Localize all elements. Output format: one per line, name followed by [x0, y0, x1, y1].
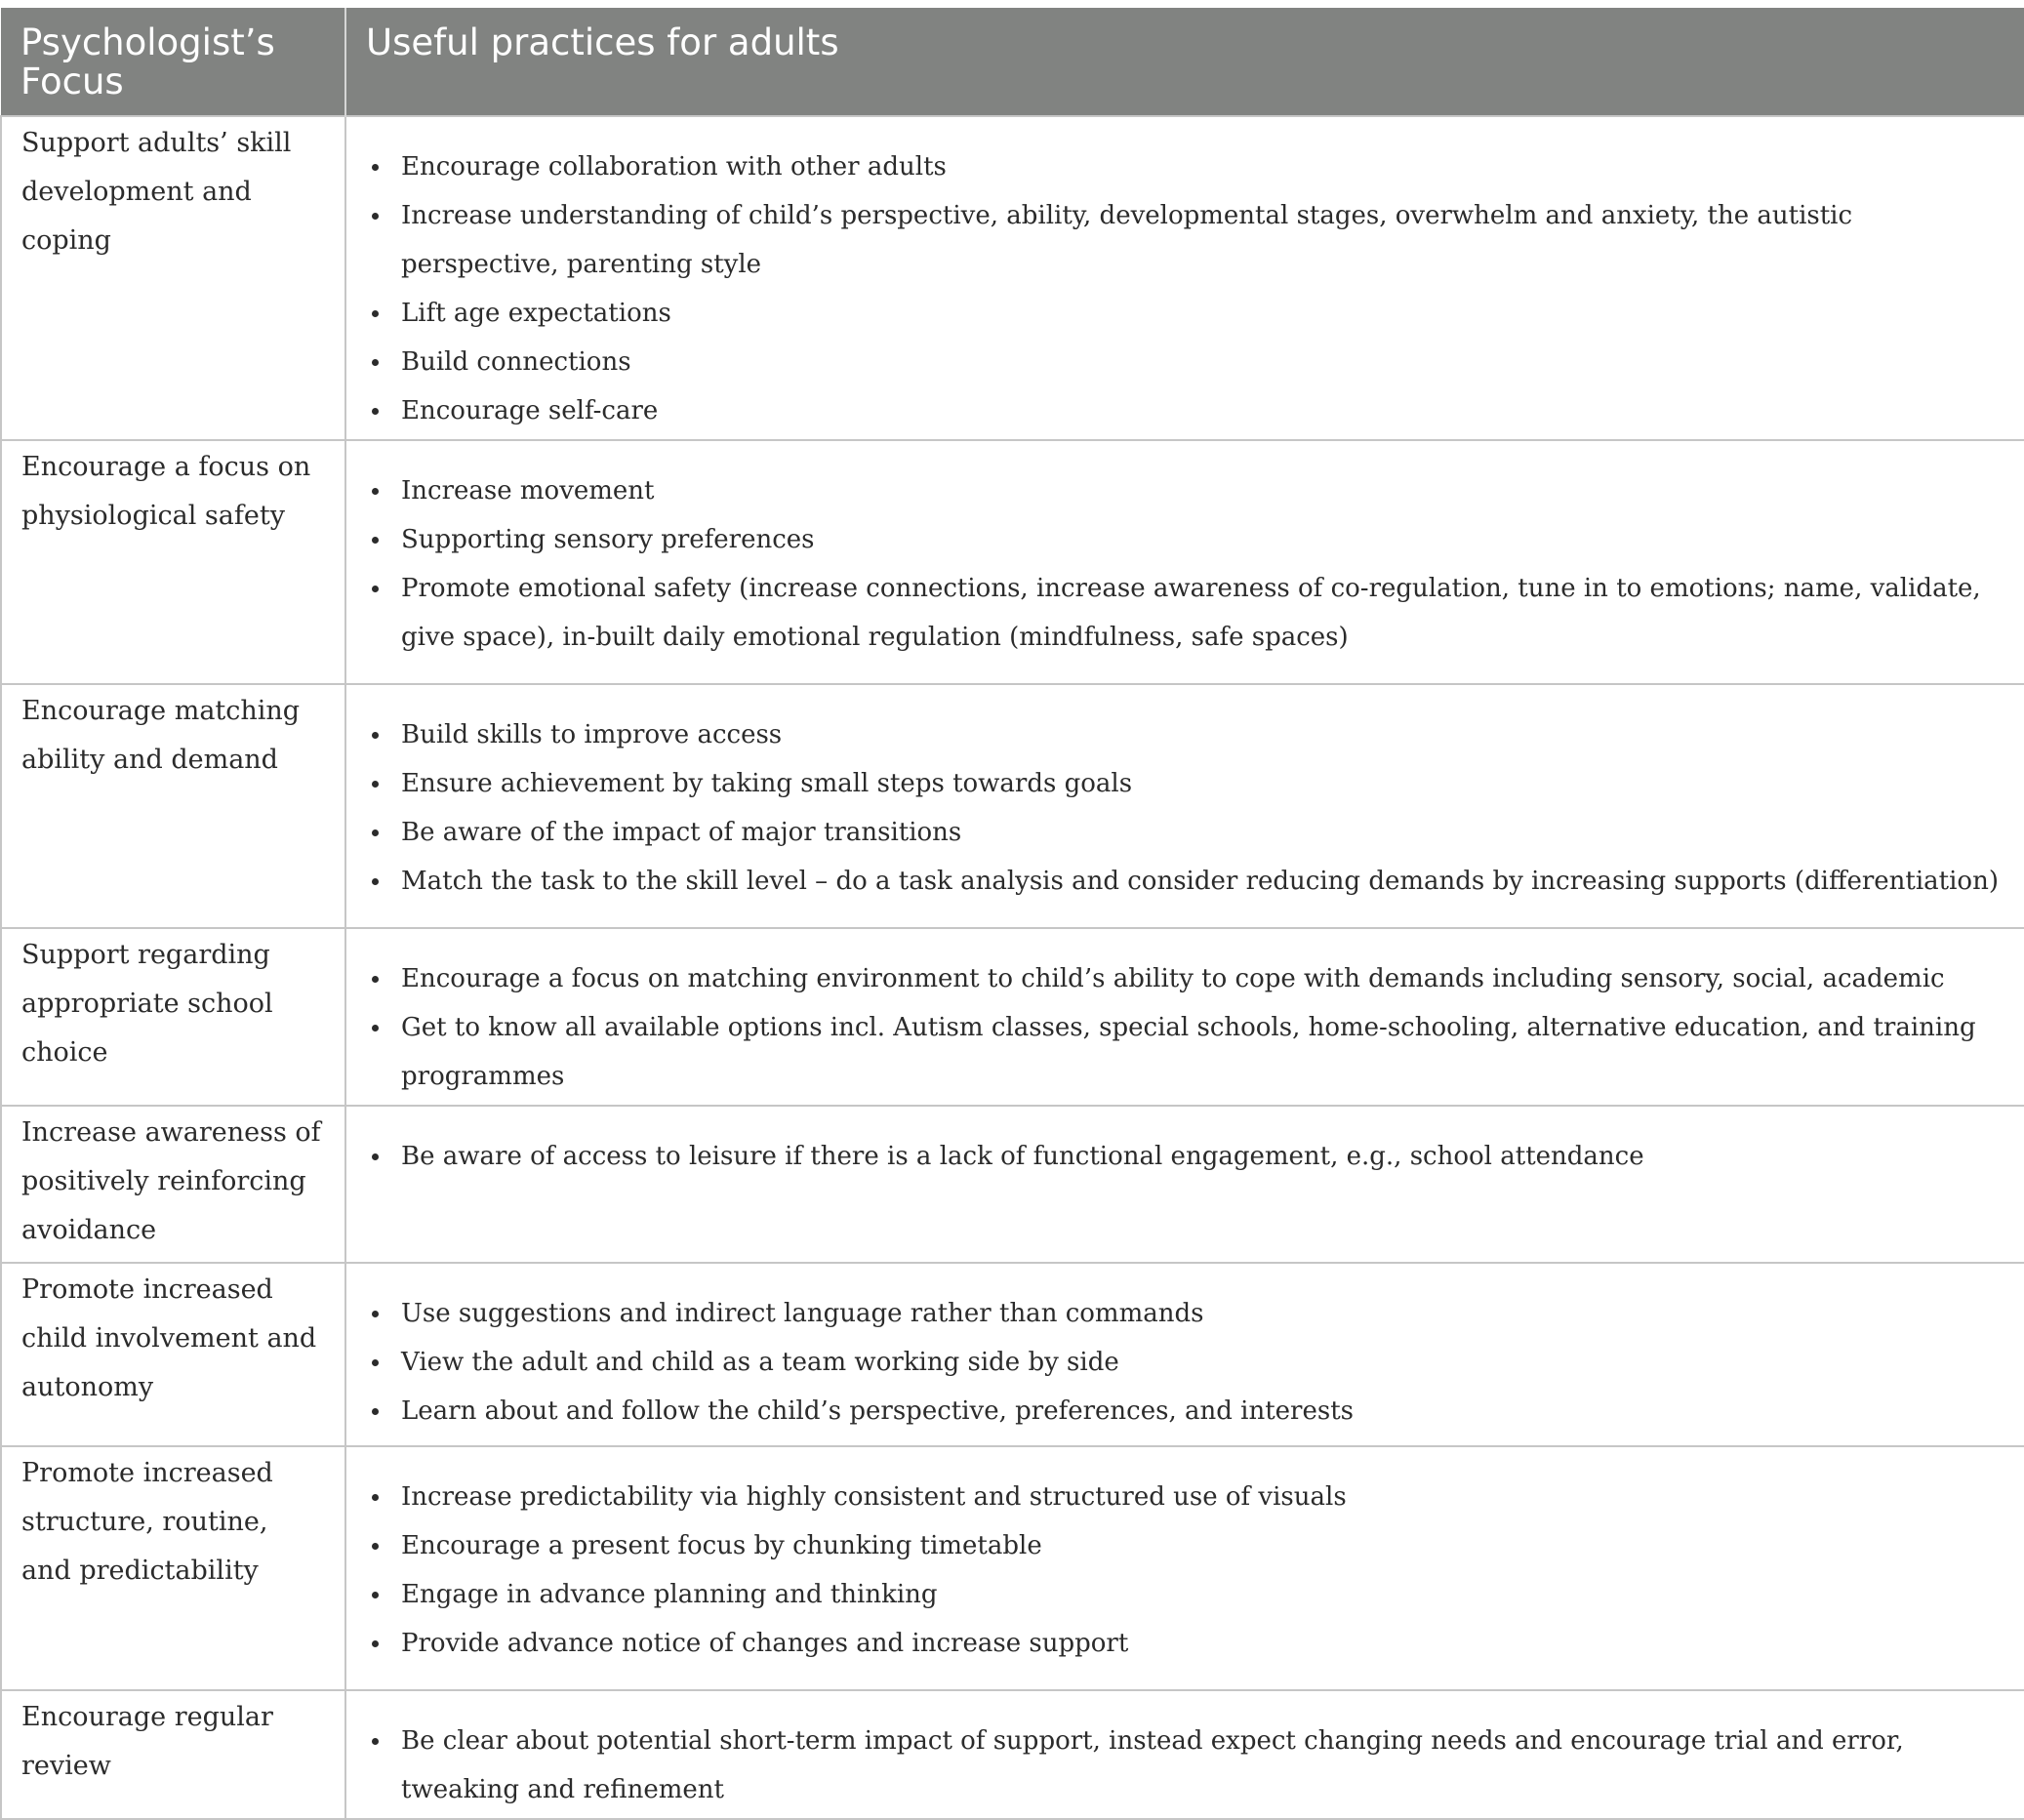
- practice-item: Encourage collaboration with other adults: [366, 142, 2004, 191]
- practice-list: [366, 1717, 2004, 1814]
- practice-item: Build skills to improve access: [366, 710, 2004, 759]
- practices-cell: [345, 1106, 2024, 1263]
- practice-list: [366, 954, 2004, 1101]
- practice-item: Increase movement: [366, 466, 2004, 515]
- table-row: [1, 928, 2024, 1106]
- practice-item: Lift age expectations: [366, 289, 2004, 338]
- practice-item: Use suggestions and indirect language rather than commands: [366, 1289, 2004, 1338]
- table-header: [1, 8, 2024, 116]
- table-row: [1, 1263, 2024, 1446]
- header-row: [1, 8, 2024, 116]
- focus-cell: Increase awareness of positively reinforcing avoidance: [1, 1106, 345, 1263]
- table-row: [1, 684, 2024, 928]
- practice-item: Be aware of access to leisure if there is a lack of functional engagement, e.g., school attendance: [366, 1132, 2004, 1181]
- practices-cell: [345, 440, 2024, 684]
- focus-cell: Encourage a focus on physiological safety: [1, 440, 345, 684]
- practice-list: [366, 1132, 2004, 1181]
- practice-item: Be clear about potential short-term impact of support, instead expect changing needs and encourage trial and error, tweaking and refinement: [366, 1717, 2004, 1814]
- header-practices: Useful practices for adults: [345, 8, 2024, 116]
- practices-cell: [345, 1446, 2024, 1690]
- table-row: [1, 1690, 2024, 1819]
- practice-list: [366, 466, 2004, 662]
- table-body: [1, 116, 2024, 1819]
- practice-item: Ensure achievement by taking small steps towards goals: [366, 759, 2004, 808]
- practice-item: Engage in advance planning and thinking: [366, 1570, 2004, 1619]
- practice-item: Be aware of the impact of major transitions: [366, 808, 2004, 857]
- focus-cell: Promote increased child involvement and autonomy: [1, 1263, 345, 1446]
- practice-list: [366, 1473, 2004, 1668]
- focus-cell: Support adults’ skill development and coping: [1, 116, 345, 440]
- practice-item: Increase understanding of child’s perspective, ability, developmental stages, overwhelm and anxiety, the autistic perspective, parenting style: [366, 191, 2004, 289]
- practice-item: Build connections: [366, 338, 2004, 386]
- practice-item: Encourage a focus on matching environment to child’s ability to cope with demands including sensory, social, academic: [366, 954, 2004, 1003]
- practice-item: Promote emotional safety (increase connections, increase awareness of co-regulation, tune in to emotions; name, validate, give space), in-built daily emotional regulation (mindfulness, safe spaces): [366, 564, 2004, 662]
- practices-cell: [345, 1263, 2024, 1446]
- practice-list: [366, 1289, 2004, 1436]
- practices-cell: [345, 1690, 2024, 1819]
- practice-item: Encourage a present focus by chunking timetable: [366, 1521, 2004, 1570]
- table-row: [1, 1446, 2024, 1690]
- practice-list: [366, 142, 2004, 435]
- focus-cell: Encourage regular review: [1, 1690, 345, 1819]
- focus-cell: Support regarding appropriate school choice: [1, 928, 345, 1106]
- table-row: [1, 1106, 2024, 1263]
- practice-item: Provide advance notice of changes and increase support: [366, 1619, 2004, 1668]
- focus-cell: Promote increased structure, routine, and predictability: [1, 1446, 345, 1690]
- practice-list: [366, 710, 2004, 906]
- practices-cell: [345, 684, 2024, 928]
- practices-cell: [345, 116, 2024, 440]
- header-focus: Psychologist’s Focus: [1, 8, 345, 116]
- practice-item: View the adult and child as a team working side by side: [366, 1338, 2004, 1387]
- practice-item: Match the task to the skill level – do a task analysis and consider reducing demands by increasing supports (differentiation): [366, 857, 2004, 906]
- practice-item: Increase predictability via highly consistent and structured use of visuals: [366, 1473, 2004, 1521]
- focus-cell: Encourage matching ability and demand: [1, 684, 345, 928]
- practices-cell: [345, 928, 2024, 1106]
- practices-table: [0, 8, 2024, 1820]
- practice-item: Encourage self-care: [366, 386, 2004, 435]
- table-row: [1, 440, 2024, 684]
- table-row: [1, 116, 2024, 440]
- practice-item: Get to know all available options incl. Autism classes, special schools, home-schooling, alternative education, and training programmes: [366, 1003, 2004, 1101]
- practice-item: Learn about and follow the child’s perspective, preferences, and interests: [366, 1387, 2004, 1436]
- practice-item: Supporting sensory preferences: [366, 515, 2004, 564]
